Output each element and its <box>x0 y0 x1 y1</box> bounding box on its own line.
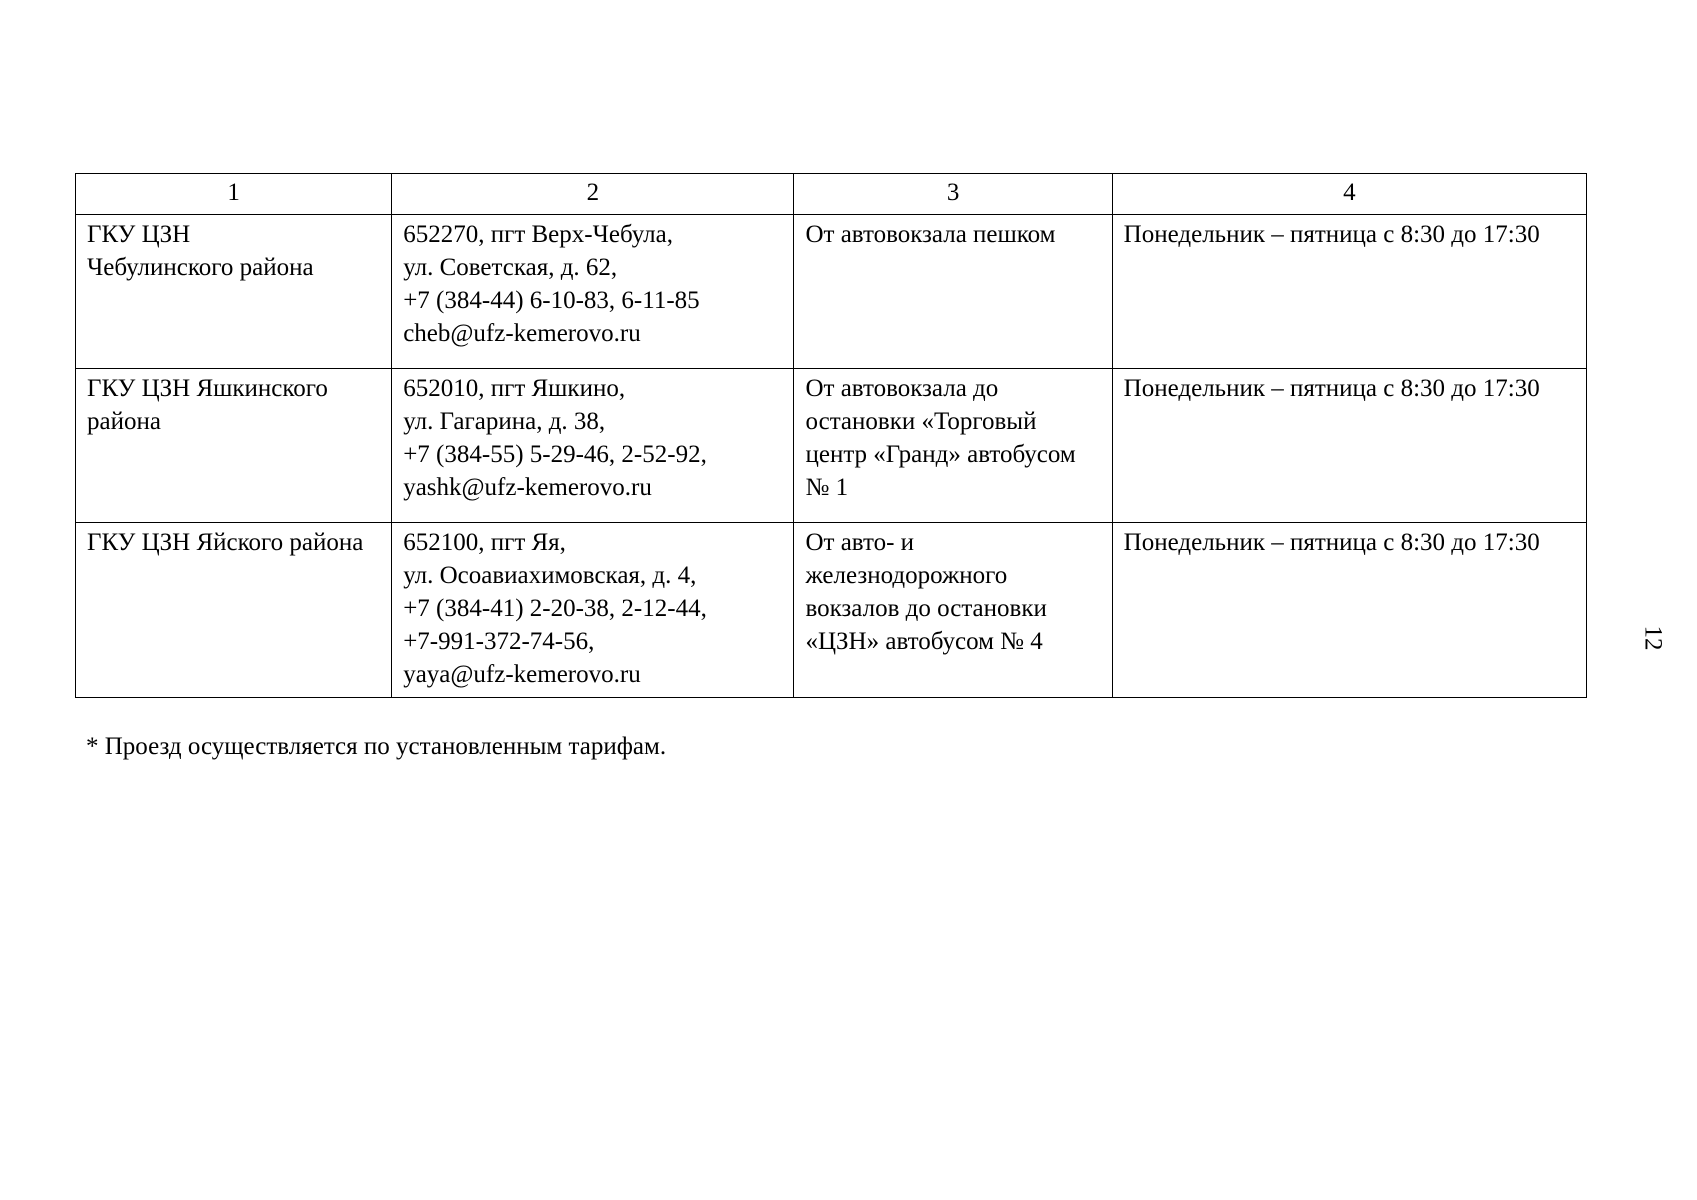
hours-cell <box>1112 215 1586 369</box>
route-cell <box>794 215 1112 369</box>
office-name-line: ГКУ ЦЗН <box>87 221 191 248</box>
office-name-line: Чебулинского района <box>87 254 314 281</box>
office-name-cell <box>76 215 392 369</box>
office-name-line: ГКУ ЦЗН Яшкинского района <box>87 375 328 435</box>
address-cell <box>392 215 794 369</box>
phone-line: +7 (384-55) 5-29-46, 2-52-92, <box>403 441 707 468</box>
route-cell <box>794 369 1112 523</box>
email-line: yaya@ufz-kemerovo.ru <box>403 661 641 688</box>
address-cell <box>392 523 794 698</box>
email-line: cheb@ufz-kemerovo.ru <box>403 320 641 347</box>
address-line: 652270, пгт Верх-Чебула, <box>403 221 673 248</box>
table-header-row <box>76 174 1587 215</box>
page-number: 12 <box>1639 625 1667 651</box>
column-number-4: 4 <box>1112 174 1586 215</box>
phone-line: +7-991-372-74-56, <box>403 628 595 655</box>
hours-text: Понедельник – пятница с 8:30 до 17:30 <box>1123 375 1540 402</box>
address-line: ул. Гагарина, д. 38, <box>403 408 606 435</box>
office-name-cell <box>76 369 392 523</box>
offices-table <box>75 173 1587 698</box>
route-text: От автовокзала до остановки «Торговый центр «Гранд» автобусом № 1 <box>805 375 1076 501</box>
phone-line: +7 (384-41) 2-20-38, 2-12-44, <box>403 595 707 622</box>
column-number-2: 2 <box>392 174 794 215</box>
hours-text: Понедельник – пятница с 8:30 до 17:30 <box>1123 529 1540 556</box>
route-text: От авто- и железнодорожного вокзалов до остановки «ЦЗН» автобусом № 4 <box>805 529 1047 655</box>
route-text: От автовокзала пешком <box>805 221 1056 248</box>
phone-line: +7 (384-44) 6-10-83, 6-11-85 <box>403 287 700 314</box>
hours-cell <box>1112 523 1586 698</box>
footnote: * Проезд осуществляется по установленным тарифам. <box>86 733 667 760</box>
address-line: 652010, пгт Яшкино, <box>403 375 626 402</box>
address-cell <box>392 369 794 523</box>
address-line: ул. Осоавиахимовская, д. 4, <box>403 562 697 589</box>
table-row <box>76 369 1587 523</box>
route-cell <box>794 523 1112 698</box>
table-row <box>76 215 1587 369</box>
hours-text: Понедельник – пятница с 8:30 до 17:30 <box>1123 221 1540 248</box>
office-name-cell <box>76 523 392 698</box>
hours-cell <box>1112 369 1586 523</box>
address-line: ул. Советская, д. 62, <box>403 254 618 281</box>
email-line: yashk@ufz-kemerovo.ru <box>403 474 652 501</box>
office-name-line: ГКУ ЦЗН Яйского района <box>87 529 364 556</box>
column-number-3: 3 <box>794 174 1112 215</box>
address-line: 652100, пгт Яя, <box>403 529 566 556</box>
table-row <box>76 523 1587 698</box>
column-number-1: 1 <box>76 174 392 215</box>
